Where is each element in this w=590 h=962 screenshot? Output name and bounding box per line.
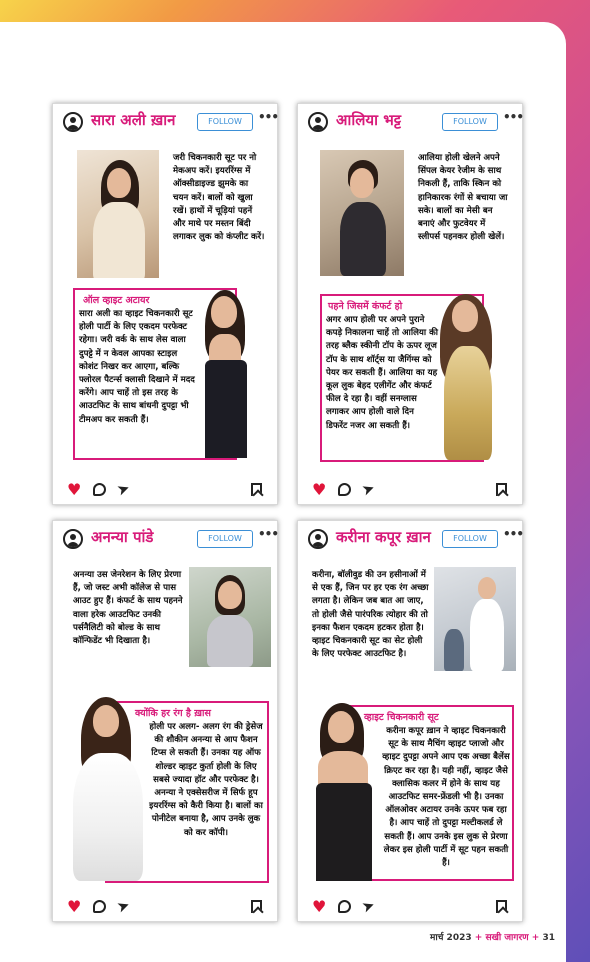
comment-icon[interactable] xyxy=(338,483,351,496)
intro-text: आलिया होली खेलने अपने सिंपल केयर रेजीम के साथ निकली हैं, ताकि स्किन को हानिकारक रंगों से बचाया जा सके। बालों का मेसी बन बनाएं और फुटवेयर में स्लीपर्स पहनकर होली खेलें। xyxy=(418,153,508,243)
comment-icon[interactable] xyxy=(93,483,106,496)
post-content xyxy=(63,142,265,462)
ananya-small-photo xyxy=(189,567,271,667)
celebrity-name: करीना कपूर ख़ान xyxy=(336,528,431,546)
heart-icon[interactable]: ♥ xyxy=(312,897,327,916)
tip-title: ऑल व्हाइट अटायर xyxy=(83,295,150,306)
post-content xyxy=(308,142,510,462)
follow-button[interactable]: FOLLOW xyxy=(197,113,253,131)
tip-title: क्योंकि हर रंग है ख़ास xyxy=(135,708,211,719)
post-actions xyxy=(53,480,277,502)
heart-icon[interactable]: ♥ xyxy=(67,480,82,499)
follow-button[interactable]: FOLLOW xyxy=(442,530,498,548)
post-header xyxy=(53,521,277,557)
bookmark-icon[interactable] xyxy=(251,483,262,496)
celebrity-name: सारा अली ख़ान xyxy=(91,111,176,129)
celebrity-name: आलिया भट्ट xyxy=(336,111,402,129)
share-icon[interactable]: ➤ xyxy=(359,895,378,917)
kareena-small-photo xyxy=(434,567,516,671)
post-actions xyxy=(298,480,522,502)
share-icon[interactable]: ➤ xyxy=(359,478,378,500)
profile-icon[interactable] xyxy=(63,112,83,132)
post-content xyxy=(308,559,510,879)
footer-page-number: 31 xyxy=(542,933,555,943)
post-card-sara xyxy=(52,103,278,505)
alia-full-photo xyxy=(426,294,510,460)
heart-icon[interactable]: ♥ xyxy=(67,897,82,916)
comment-icon[interactable] xyxy=(93,900,106,913)
post-content xyxy=(63,559,265,879)
tip-text: होली पर अलग- अलग रंग की ड्रेसेज की शौकीन अनन्या से आप फैशन टिप्स ले सकती हैं। उनका यह ऑफ शोल्डर व्हाइट कुर्ता होली के लिए सबसे ज्यादा हॉट और परफेक्ट है। अनन्या ने एक्सेसरीज में सिर्फ हूप इयररिंग्स को कैरी किया है। बालों का पोनीटेल बनाया है, आप उनके लुक को कर कॉपी। xyxy=(149,722,263,838)
more-icon[interactable]: ••• xyxy=(503,527,524,541)
tip-text: अगर आप होली पर अपने पुराने कपड़े निकालना चाहें तो आलिया की तरह ब्लैक स्कीनी टॉप के ऊपर लूज टॉप के साथ शॉर्ट्स या जैगिंग्स को पेयर कर सकती हैं। आलिया का यह कूल लुक बेहद एलीगेंट और कंफर्ट फील दे रहा है। वहीं सनग्लास लगाकर आप होली वाले दिन डिफरेंट नजर आ सकती हैं। xyxy=(326,315,438,431)
footer-separator: + xyxy=(531,933,540,943)
intro-text: करीना, बॉलीवुड की उन हसीनाओं में से एक हैं, जिन पर हर एक रंग अच्छा लगता है। लेकिन जब बात आ जाए, तो होली जैसे पारंपरिक त्योहार की तो इनका फैशन एकदम हटकर होता है। व्हाइट चिकनकारी सूट का सेट होली के लिए परफेक्ट आउटफिट है। xyxy=(312,570,429,660)
more-icon[interactable]: ••• xyxy=(503,110,524,124)
more-icon[interactable]: ••• xyxy=(258,527,279,541)
tip-title: पहने जिसमें कंफर्ट हो xyxy=(328,301,403,312)
sara-full-photo xyxy=(181,290,265,458)
share-icon[interactable]: ➤ xyxy=(114,478,133,500)
post-card-alia xyxy=(297,103,523,505)
tip-text: करीना कपूर ख़ान ने व्हाइट चिकनकारी सूट के साथ मैचिंग व्हाइट प्लाजो और व्हाइट दुपट्टा अपने आप एक अच्छा बैलेंस क्रिएट कर रहा है। यही नहीं, व्हाइट जैसे क्लासिक कलर में होने के साथ यह आउटफिट समर-फ्रेंडली भी है। उनका ऑलओवर अटायर उनके ऊपर फब रहा है। आप चाहें तो दुपट्टा मल्टीकलर्ड ले सकती हैं। आप उनके इस लुक से प्रेरणा लेकर इस होली पार्टी में सूट पहन सकती हैं। xyxy=(382,726,510,869)
profile-icon[interactable] xyxy=(308,529,328,549)
page-footer xyxy=(430,930,555,943)
heart-icon[interactable]: ♥ xyxy=(312,480,327,499)
kareena-full-photo xyxy=(308,703,378,881)
bookmark-icon[interactable] xyxy=(496,483,507,496)
footer-month: मार्च 2023 xyxy=(430,933,472,943)
post-actions xyxy=(298,897,522,919)
post-header xyxy=(298,104,522,140)
follow-button[interactable]: FOLLOW xyxy=(197,530,253,548)
post-card-kareena xyxy=(297,520,523,922)
alia-small-photo xyxy=(320,150,404,276)
footer-separator: + xyxy=(474,933,483,943)
sara-small-photo xyxy=(77,150,159,278)
post-header xyxy=(53,104,277,140)
post-card-ananya xyxy=(52,520,278,922)
more-icon[interactable]: ••• xyxy=(258,110,279,124)
ananya-full-photo xyxy=(63,697,153,881)
bookmark-icon[interactable] xyxy=(496,900,507,913)
profile-icon[interactable] xyxy=(63,529,83,549)
post-actions xyxy=(53,897,277,919)
share-icon[interactable]: ➤ xyxy=(114,895,133,917)
footer-brand: सखी जागरण xyxy=(485,933,529,943)
celebrity-name: अनन्या पांडे xyxy=(91,528,154,546)
tip-text: सारा अली का व्हाइट चिकनकारी सूट होली पार्टी के लिए एकदम परफेक्ट रहेगा। जरी वर्क के साथ लेस वाला दुपट्टे में न केवल आपका स्टाइल कोशंट निखर कर आएगा, बल्कि फ्लोरल पैटर्न्स क्लासी दिखाने में मदद करेंगे। आप चाहें तो इस तरह के आउटफिट के साथ बांधनी दुपट्टा भी टीमअप कर सकती हैं। xyxy=(79,309,195,425)
tip-title: व्हाइट चिकनकारी सूट xyxy=(364,712,439,723)
comment-icon[interactable] xyxy=(338,900,351,913)
post-header xyxy=(298,521,522,557)
profile-icon[interactable] xyxy=(308,112,328,132)
magazine-sheet xyxy=(0,22,566,962)
follow-button[interactable]: FOLLOW xyxy=(442,113,498,131)
intro-text: जरी चिकनकारी सूट पर नो मेकअप करें। इयररिंग्स में ऑक्सीडाइज्ड झुमके का चयन करें। बालों को खुला रखें। हाथों में चूड़ियां पहनें और माथे पर मस्तन बिंदी लगाकर लुक को कंप्लीट करें। xyxy=(173,153,265,243)
intro-text: अनन्या उस जेनरेशन के लिए प्रेरणा हैं, जो जस्ट अभी कॉलेज से पास आउट हुए हैं। कंफर्ट के साथ पहनने वाला हरेक आउटफिट उनकी पर्सनैलिटी को बोल्ड के साथ कॉन्फिडेंट भी दिखाता है। xyxy=(73,570,183,647)
bookmark-icon[interactable] xyxy=(251,900,262,913)
